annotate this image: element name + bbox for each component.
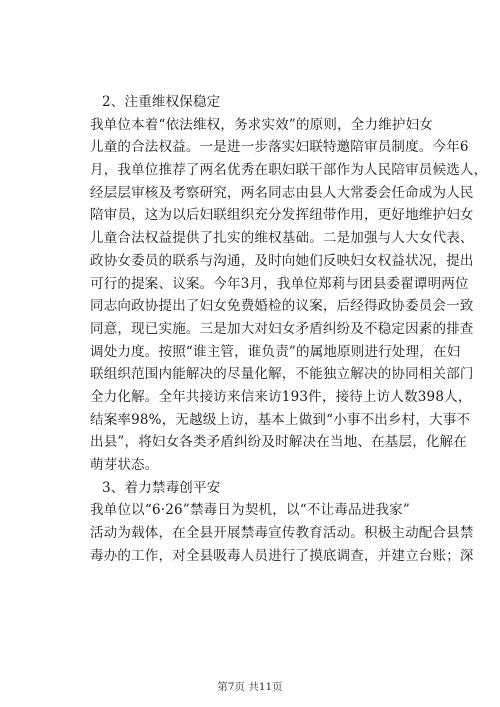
paragraph-line: 萌芽状态。 xyxy=(90,457,159,473)
paragraph-line: 同志向政协提出了妇女免费婚检的议案，后经得政协委员会一致 xyxy=(90,298,474,315)
paragraph-line: 陪审员，这为以后妇联组织充分发挥纽带作用，更好地维护妇女 xyxy=(90,207,474,224)
section-heading-3: 3、着力禁毒创平安 xyxy=(102,479,221,496)
paragraph-line: 经层层审核及考察研究，两名同志由县人大常委会任命成为人民 xyxy=(90,184,474,201)
section-heading-2: 2、注重维权保稳定 xyxy=(102,94,221,110)
paragraph-line: 结案率98%，无越级上访，基本上做到“小事不出乡村，大事不 xyxy=(90,411,471,428)
paragraph-line: 我单位以“6·26”禁毒日为契机，以“不让毒品进我家” xyxy=(90,502,410,519)
paragraph-line: 儿童的合法权益。一是进一步落实妇联特邀陪审员制度。今年6 xyxy=(90,139,469,156)
paragraph-line: 毒办的工作，对全县吸毒人员进行了摸底调查，并建立台账；深 xyxy=(90,547,474,564)
paragraph-line: 我单位本着“依法维权，务求实效”的原则，全力维护妇女 xyxy=(90,116,434,133)
paragraph-line: 联组织范围内能解决的尽量化解，不能独立解决的协同相关部门 xyxy=(90,366,474,383)
paragraph-line: 同意，现已实施。三是加大对妇女矛盾纠纷及不稳定因素的排查 xyxy=(90,320,474,337)
paragraph-line: 可行的提案、议案。今年3月，我单位郑莉与团县委翟谭明两位 xyxy=(90,275,469,292)
paragraph-line: 儿童合法权益提供了扎实的维权基础。二是加强与人大女代表、 xyxy=(90,230,474,247)
paragraph-line: 全力化解。全年共接访来信来访193件，接待上访人数398人， xyxy=(90,388,472,405)
paragraph-line: 政协女委员的联系与沟通，及时向她们反映妇女权益状况，提出 xyxy=(90,252,474,269)
document-body xyxy=(90,91,488,567)
page-number-footer: 第7页 共11页 xyxy=(217,681,283,693)
paragraph-line: 调处力度。按照“谁主管，谁负责”的属地原则进行处理，在妇 xyxy=(90,343,461,360)
paragraph-line: 活动为载体，在全县开展禁毒宣传教育活动。积极主动配合县禁 xyxy=(90,525,474,542)
paragraph-line: 出县”，将妇女各类矛盾纠纷及时解决在当地、在基层，化解在 xyxy=(90,434,468,451)
paragraph-line: 月，我单位推荐了两名优秀在职妇联干部作为人民陪审员候选人， xyxy=(90,162,488,179)
